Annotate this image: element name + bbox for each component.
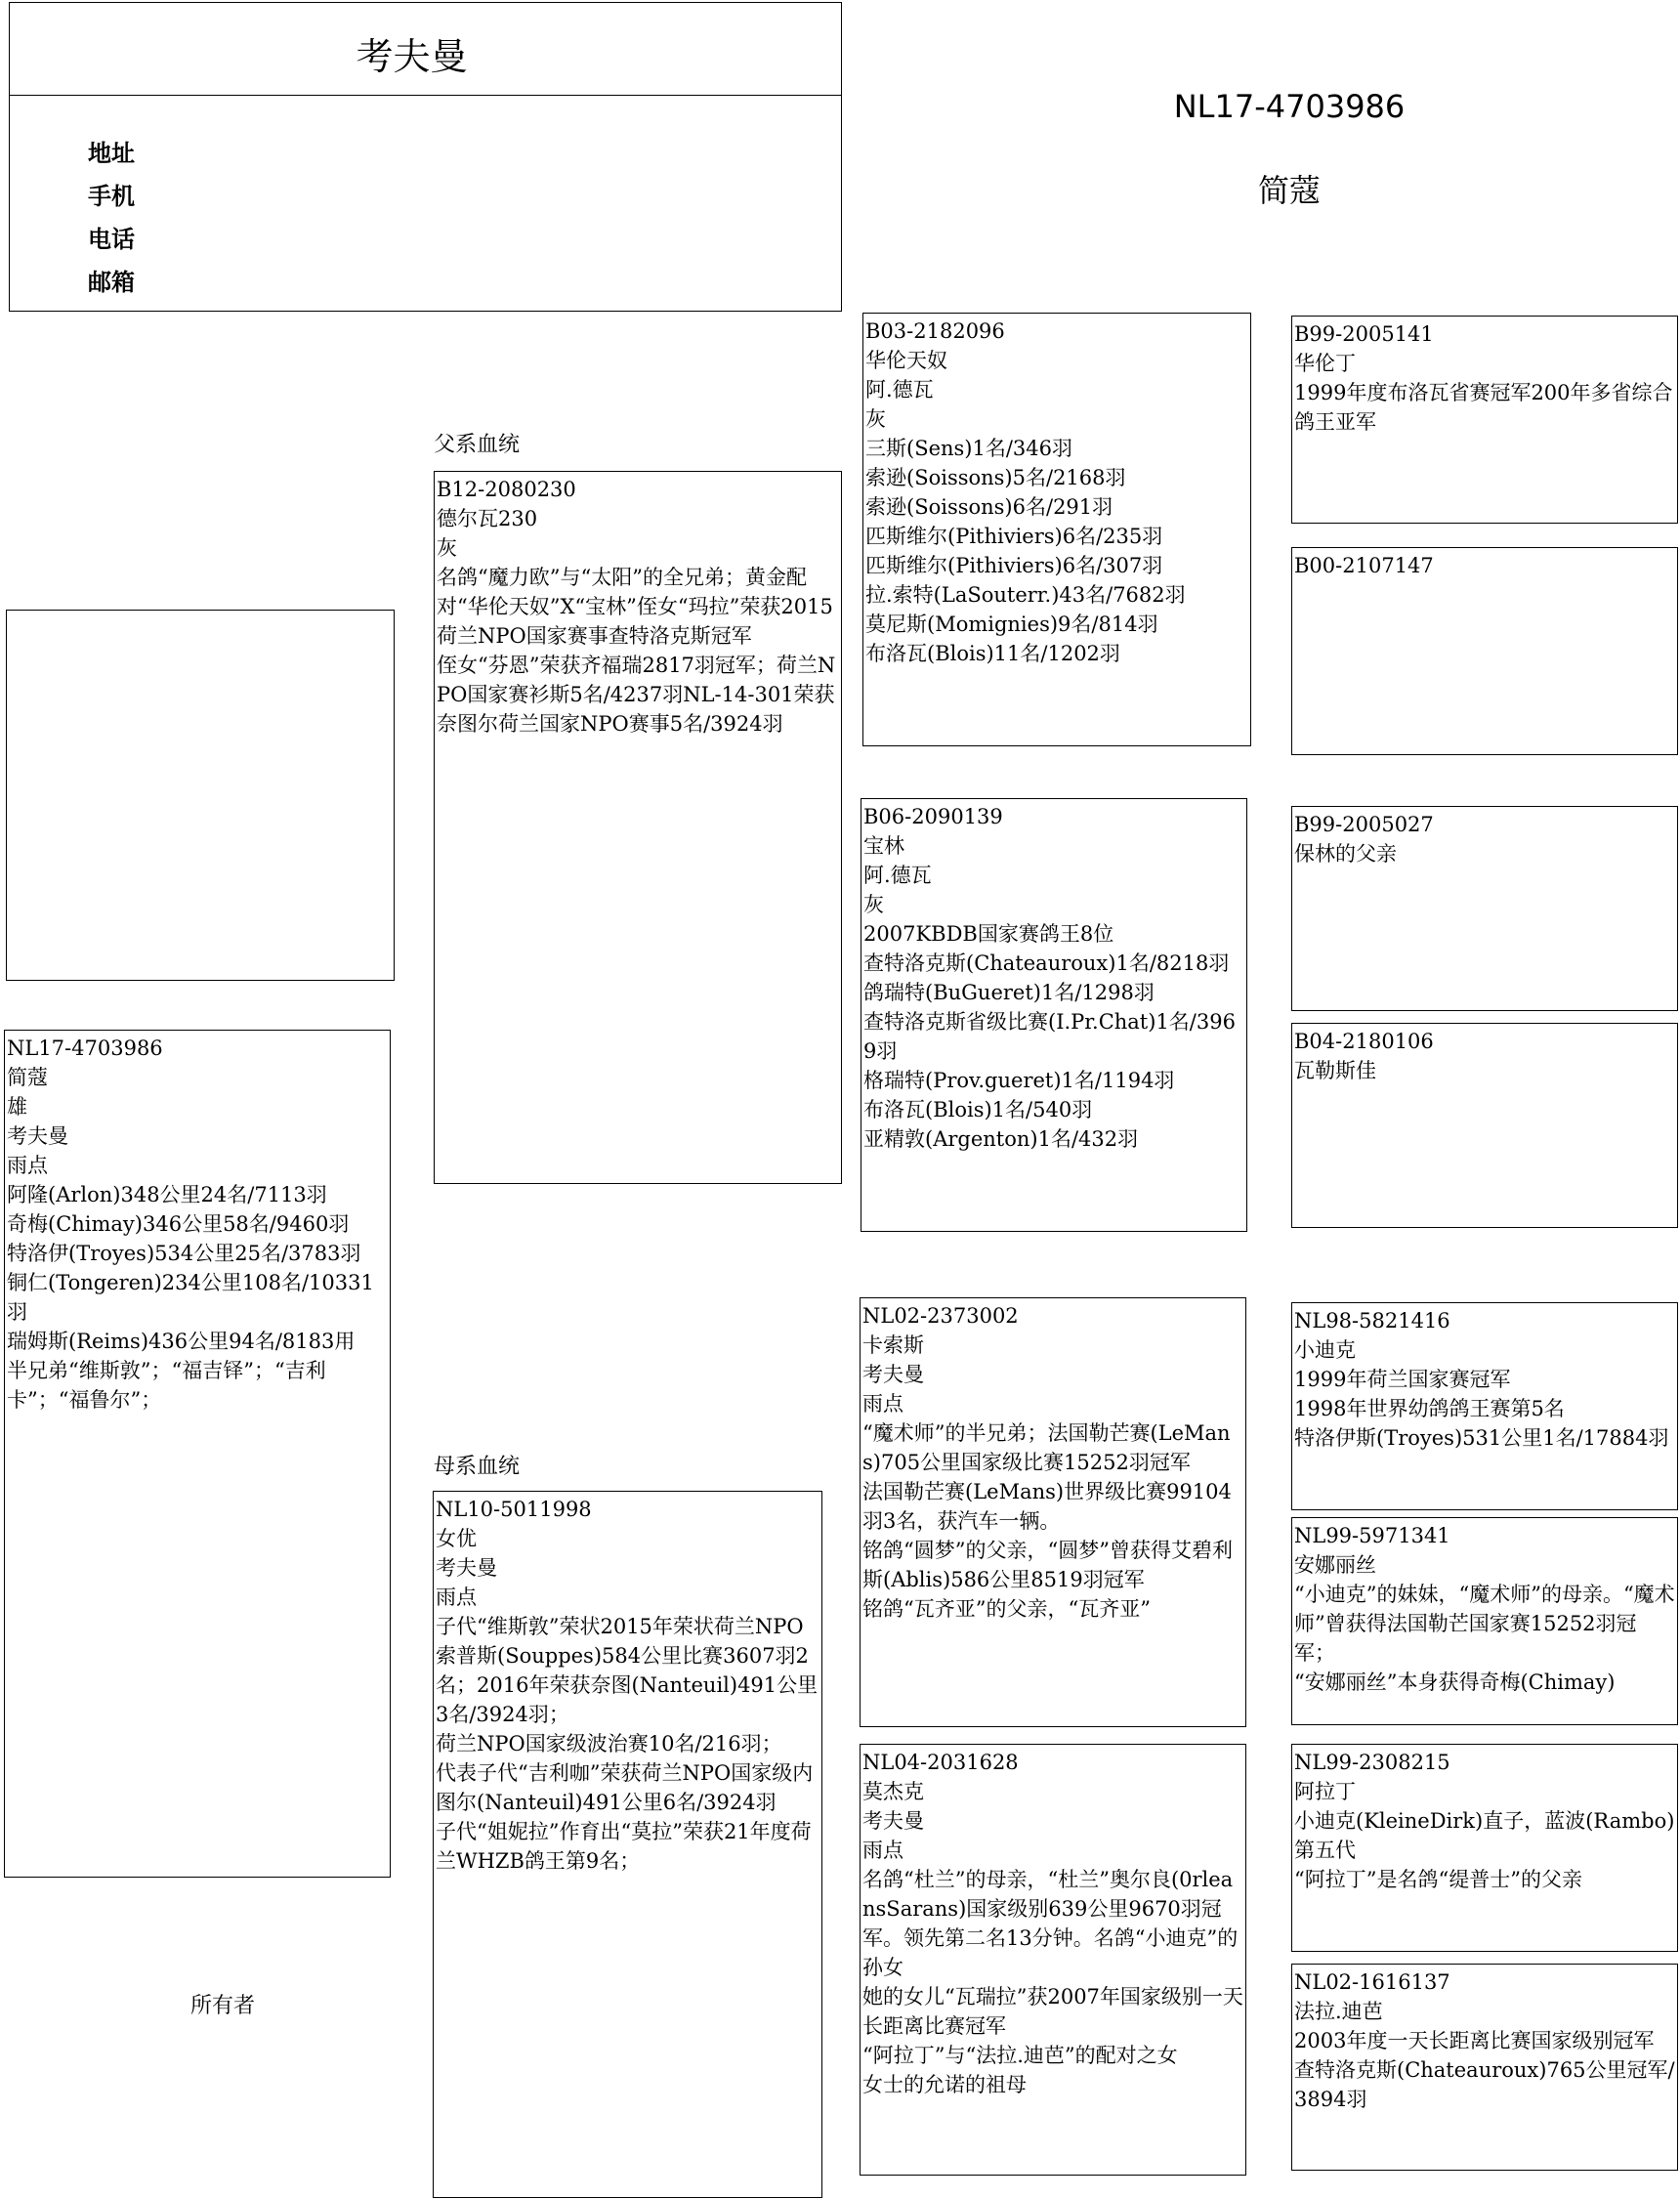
pedigree-line: 保林的父亲 — [1294, 842, 1397, 866]
pedigree-line: 鸽瑞特(BuGueret)1名/1298羽 — [863, 981, 1155, 1004]
pedigree-line: B99-2005027 — [1294, 813, 1434, 836]
great-grandparent-box — [1291, 316, 1678, 524]
pedigree-line: 考夫曼 — [862, 1809, 924, 1833]
pedigree-line: 侄女“芬恩”荣获齐福瑞2817羽冠军；荷兰NPO国家赛衫斯5名/4237羽NL-14-301荣获奈图尔荷兰国家NPO赛事5名/3924羽 — [437, 654, 836, 736]
pedigree-line: NL99-5971341 — [1294, 1524, 1450, 1547]
pedigree-line: B12-2080230 — [437, 478, 576, 501]
pedigree-line: 1999年荷兰国家赛冠军 — [1294, 1368, 1511, 1391]
pedigree-line: 她的女儿“瓦瑞拉”获2007年国家级别一天长距离比赛冠军 — [862, 1985, 1243, 2038]
pedigree-line: 格瑞特(Prov.gueret)1名/1194羽 — [863, 1069, 1175, 1092]
pedigree-line: 奇梅(Chimay)346公里58名/9460羽 — [7, 1212, 350, 1236]
pedigree-line: 考夫曼 — [7, 1124, 68, 1148]
pedigree-line: 灰 — [437, 536, 457, 560]
pedigree-line: NL17-4703986 — [7, 1036, 163, 1060]
pedigree-line: 莫尼斯(Momignies)9名/814羽 — [865, 613, 1158, 636]
grandsire-sire-box — [862, 313, 1251, 746]
sire-box — [434, 471, 842, 1184]
pedigree-line: 查特洛克斯(Chateauroux)1名/8218羽 — [863, 951, 1230, 975]
pedigree-line: 1998年世界幼鸽鸽王赛第5名 — [1294, 1397, 1565, 1420]
pedigree-line: 华伦丁 — [1294, 352, 1356, 375]
granddam-dam-box — [860, 1744, 1246, 2176]
contact-mobile-label: 手机 — [88, 183, 135, 210]
owner-header — [9, 2, 842, 312]
pedigree-line: 考夫曼 — [436, 1556, 497, 1580]
great-grandparent-box — [1291, 1023, 1678, 1228]
pedigree-line: 半兄弟“维斯敦”；“福吉铎”；“吉利卡”；“福鲁尔”； — [7, 1359, 326, 1412]
pedigree-line: 1999年度布洛瓦省赛冠军200年多省综合鸽王亚军 — [1294, 381, 1673, 434]
pedigree-line: 简蔻 — [7, 1066, 48, 1089]
pedigree-line: 德尔瓦230 — [437, 507, 538, 530]
pedigree-line: 瓦勒斯佳 — [1294, 1059, 1376, 1082]
pedigree-line: 小迪克 — [1294, 1338, 1356, 1362]
pedigree-line: 安娜丽丝 — [1294, 1553, 1376, 1577]
pedigree-line: 索逊(Soissons)5名/2168羽 — [865, 466, 1126, 489]
pedigree-line: NL10-5011998 — [436, 1498, 592, 1521]
pedigree-line: B03-2182096 — [865, 319, 1005, 343]
pedigree-line: B99-2005141 — [1294, 322, 1434, 346]
contact-email-label: 邮箱 — [88, 269, 135, 296]
owner-name: 考夫曼 — [356, 35, 468, 78]
pedigree-line: 雨点 — [862, 1392, 903, 1416]
pedigree-line: 女优 — [436, 1527, 477, 1550]
pedigree-line: NL02-2373002 — [862, 1304, 1019, 1328]
owner-contact-list — [88, 132, 135, 304]
pedigree-line: 铜仁(Tongeren)234公里108名/10331羽 — [7, 1271, 374, 1324]
pedigree-line: NL04-2031628 — [862, 1751, 1019, 1774]
pedigree-line: 2007KBDB国家赛鸽王8位 — [863, 922, 1114, 946]
pedigree-line: 子代“姐妮拉”作育出“莫拉”荣获21年度荷兰WHZB鸽王第9名； — [436, 1820, 812, 1873]
contact-phone-label: 电话 — [88, 226, 135, 253]
pedigree-line: 瑞姆斯(Reims)436公里94名/8183用 — [7, 1330, 356, 1353]
pedigree-line: “阿拉丁”与“法拉.迪芭”的配对之女 — [862, 2044, 1178, 2067]
pedigree-line: 法国勒芒赛(LeMans)世界级比赛99104羽3名，获汽车一辆。 — [862, 1480, 1232, 1533]
pigeon-photo — [6, 610, 395, 981]
pedigree-line: 特洛伊(Troyes)534公里25名/3783羽 — [7, 1242, 361, 1265]
pedigree-line: 拉.索特(LaSouterr.)43名/7682羽 — [865, 583, 1186, 607]
pedigree-line: 灰 — [865, 407, 886, 431]
great-grandparent-box — [1291, 806, 1678, 1011]
pedigree-line: 布洛瓦(Blois)11名/1202羽 — [865, 642, 1120, 665]
contact-address-label: 地址 — [88, 140, 135, 167]
owner-label: 所有者 — [190, 1994, 256, 2018]
great-grandparent-box — [1291, 547, 1678, 755]
pedigree-line: B00-2107147 — [1294, 554, 1434, 577]
pedigree-line: 三斯(Sens)1名/346羽 — [865, 437, 1073, 460]
pedigree-line: 代表子代“吉利咖”荣获荷兰NPO国家级内图尔(Nanteuil)491公里6名/3924羽 — [436, 1761, 814, 1814]
pedigree-line: 匹斯维尔(Pithiviers)6名/235羽 — [865, 525, 1163, 548]
pedigree-line: 荷兰NPO国家级波治赛10名/216羽； — [436, 1732, 782, 1755]
pedigree-line: 雨点 — [862, 1839, 903, 1862]
pedigree-line: 查特洛克斯(Chateauroux)765公里冠军/3894羽 — [1294, 2058, 1675, 2111]
header-ring: NL17-4703986 — [1173, 88, 1406, 125]
pedigree-line: 铭鸽“瓦齐亚”的父亲，“瓦齐亚” — [862, 1597, 1151, 1621]
pedigree-line: 布洛瓦(Blois)1名/540羽 — [863, 1098, 1093, 1121]
pedigree-line: 阿.德瓦 — [863, 864, 932, 887]
pedigree-line: 子代“维斯敦”荣状2015年荣状荷兰NPO索普斯(Souppes)584公里比赛3607羽2名；2016年荣获奈图(Nanteuil)491公里3名/3924羽； — [436, 1615, 819, 1726]
pedigree-line: B06-2090139 — [863, 805, 1003, 828]
pedigree-line: 名鸽“魔力欧”与“太阳”的全兄弟；黄金配对“华伦天奴”X“宝林”侄女“玛拉”荣获2015荷兰NPO国家赛事查特洛克斯冠军 — [437, 566, 833, 648]
pedigree-line: 查特洛克斯省级比赛(I.Pr.Chat)1名/3969羽 — [863, 1010, 1236, 1063]
great-grandparent-box — [1291, 1517, 1678, 1725]
pedigree-line: 阿隆(Arlon)348公里24名/7113羽 — [7, 1183, 327, 1206]
pedigree-line: 2003年度一天长距离比赛国家级别冠军 — [1294, 2029, 1655, 2052]
header-pigeon-name: 简蔻 — [1257, 172, 1321, 209]
pedigree-line: “小迪克”的妹妹，“魔术师”的母亲。“魔术师”曾获得法国勒芒国家赛15252羽冠军； — [1294, 1583, 1675, 1665]
pedigree-line: 阿拉丁 — [1294, 1780, 1356, 1803]
pigeon-box — [4, 1030, 391, 1878]
pedigree-line: 索逊(Soissons)6名/291羽 — [865, 495, 1113, 519]
pedigree-line: 考夫曼 — [862, 1363, 924, 1386]
pedigree-line: 小迪克(KleineDirk)直子，蓝波(Rambo)第五代 — [1294, 1809, 1675, 1862]
pedigree-line: “安娜丽丝”本身获得奇梅(Chimay) — [1294, 1670, 1616, 1694]
pedigree-line: 雨点 — [436, 1586, 477, 1609]
pedigree-line: 雄 — [7, 1095, 27, 1119]
pedigree-line: NL02-1616137 — [1294, 1970, 1450, 1994]
pedigree-line: 宝林 — [863, 834, 904, 858]
owner-divider — [10, 95, 841, 96]
pedigree-line: 名鸽“杜兰”的母亲，“杜兰”奥尔良(0rleansSarans)国家级别639公里9670羽冠军。领先第二名13分钟。名鸽“小迪克”的孙女 — [862, 1868, 1239, 1979]
pedigree-line: 阿.德瓦 — [865, 378, 934, 402]
pedigree-line: NL98-5821416 — [1294, 1309, 1450, 1332]
pedigree-line: 法拉.迪芭 — [1294, 2000, 1383, 2023]
pedigree-line: 亚精敦(Argenton)1名/432羽 — [863, 1127, 1139, 1151]
pedigree-line: B04-2180106 — [1294, 1030, 1434, 1053]
granddam-sire-box — [861, 798, 1247, 1232]
pedigree-line: 雨点 — [7, 1154, 48, 1177]
pedigree-line: 卡索斯 — [862, 1333, 924, 1357]
pedigree-line: 铭鸽“圆梦”的父亲，“圆梦”曾获得艾碧利斯(Ablis)586公里8519羽冠军 — [862, 1539, 1233, 1591]
great-grandparent-box — [1291, 1964, 1678, 2171]
pedigree-line: NL99-2308215 — [1294, 1751, 1450, 1774]
dam-line-label: 母系血统 — [434, 1455, 521, 1479]
sire-line-label: 父系血统 — [434, 433, 521, 457]
great-grandparent-box — [1291, 1744, 1678, 1952]
pedigree-line: 灰 — [863, 893, 884, 916]
pedigree-line: 特洛伊斯(Troyes)531公里1名/17884羽 — [1294, 1426, 1669, 1450]
pedigree-line: 华伦天奴 — [865, 349, 947, 372]
pedigree-line: 匹斯维尔(Pithiviers)6名/307羽 — [865, 554, 1163, 577]
dam-box — [433, 1491, 822, 2198]
pedigree-line: 女士的允诺的祖母 — [862, 2073, 1027, 2096]
pedigree-line: 莫杰克 — [862, 1780, 924, 1803]
grandsire-dam-box — [860, 1297, 1246, 1727]
great-grandparent-box — [1291, 1302, 1678, 1510]
pedigree-line: “魔术师”的半兄弟；法国勒芒赛(LeMans)705公里国家级比赛15252羽冠军 — [862, 1421, 1231, 1474]
pedigree-line: “阿拉丁”是名鸽“缇普士”的父亲 — [1294, 1868, 1582, 1891]
